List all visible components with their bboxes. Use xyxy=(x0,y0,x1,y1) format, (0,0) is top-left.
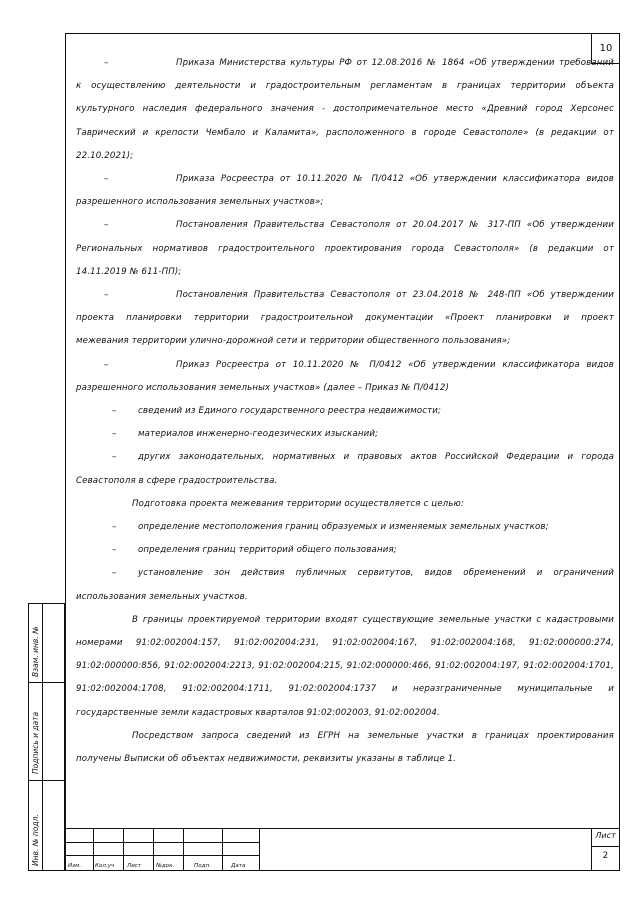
line-text: получены Выписки об объектах недвижимости, реквизиты указаны в таблице 1. xyxy=(76,754,457,764)
col-list: Лист xyxy=(127,863,142,869)
text-line xyxy=(76,220,614,230)
text-line xyxy=(76,290,614,300)
text-line xyxy=(76,81,614,91)
list-dash: – xyxy=(104,290,109,300)
list-dash: – xyxy=(112,429,117,440)
col-kol: Кол.уч xyxy=(95,863,115,869)
line-text: Таврический и крепости Чембало и Каламита», расположенного в городе Севастополе» (в редакции от xyxy=(76,127,614,138)
side-label-inv-original: Инв. № подл. xyxy=(31,814,40,866)
line-text: государственные земли кадастровых кварталов 91:02:002003, 91:02:002004. xyxy=(76,707,440,718)
text-line xyxy=(76,754,456,764)
text-line xyxy=(76,128,614,138)
line-text: материалов инженерно-геодезических изысканий; xyxy=(138,429,379,440)
text-line xyxy=(76,592,248,602)
line-text: Постановления Правительства Севастополя от 23.04.2018 № 248-ПП «Об утверждении xyxy=(176,290,614,300)
text-line xyxy=(76,568,614,578)
text-line xyxy=(76,383,449,393)
list-label: Лист xyxy=(595,831,616,840)
line-text: номерами 91:02:002004:157, 91:02:002004:231, 91:02:002004:167, 91:02:002004:168, 91:02:000000:274, xyxy=(76,638,614,648)
line-text: Севастополя в сфере градостроительства. xyxy=(76,475,278,486)
list-dash: – xyxy=(112,545,117,556)
line-text: Приказа Росреестра от 10.11.2020 № П/0412 «Об утверждении классификатора видов xyxy=(176,174,614,184)
line-text: Постановления Правительства Севастополя от 20.04.2017 № 317-ПП «Об утверждении xyxy=(176,220,614,231)
col-izm: Изм. xyxy=(68,863,82,869)
col-data: Дата xyxy=(231,863,246,869)
line-text: 22.10.2021); xyxy=(76,150,134,161)
text-line xyxy=(76,708,440,718)
text-line xyxy=(76,104,614,114)
text-line xyxy=(76,731,614,741)
list-dash: – xyxy=(104,58,109,68)
line-text: к осуществлению деятельности и градостроительным регламентам в границах территории объекта xyxy=(76,81,614,92)
text-line xyxy=(76,615,614,625)
line-text: сведений из Единого государственного реестра недвижимости; xyxy=(138,406,442,416)
line-text: 14.11.2019 № 611-ПП); xyxy=(76,266,182,277)
list-dash: – xyxy=(112,452,117,463)
line-text: Подготовка проекта межевания территории осуществляется с целью: xyxy=(132,498,464,509)
text-line xyxy=(76,545,397,555)
text-line xyxy=(76,406,441,416)
line-text: других законодательных, нормативных и правовых актов Российской Федерации и города xyxy=(138,452,614,463)
line-text: межевания территории улично-дорожной сети и территории общественного пользования»; xyxy=(76,336,511,347)
line-text: В границы проектируемой территории входят существующие земельные участки с кадастровыми xyxy=(132,614,614,625)
text-line xyxy=(76,58,614,68)
list-dash: – xyxy=(104,174,109,184)
col-podp: Подп. xyxy=(194,863,211,869)
sheet-number: 10 xyxy=(599,42,613,54)
text-line xyxy=(76,267,181,277)
line-text: определения границ территорий общего пользования; xyxy=(138,545,397,556)
text-line xyxy=(76,313,614,323)
line-text: использования земельных участков. xyxy=(76,591,248,602)
text-line xyxy=(76,684,614,694)
list-dash: – xyxy=(112,568,117,579)
side-label-replace-inv: Взам. инв. № xyxy=(31,626,40,677)
text-line xyxy=(76,174,614,184)
text-line xyxy=(76,151,133,161)
side-label-signature-date: Подпись и дата xyxy=(31,711,40,774)
line-text: культурного наследия федерального значения - достопримечательное место «Древний город Херсонес xyxy=(76,104,614,115)
line-text: 91:02:002004:1708, 91:02:002004:1711, 91:02:002004:1737 и неразграниченные муниципальные и xyxy=(76,684,614,695)
text-line xyxy=(76,244,614,254)
text-line xyxy=(76,661,614,671)
text-line xyxy=(76,522,549,532)
line-text: Приказа Министерства культуры РФ от 12.08.2016 № 1864 «Об утверждении требований xyxy=(176,58,614,68)
line-text: разрешенного использования земельных участков»; xyxy=(76,197,324,208)
text-line xyxy=(76,336,510,346)
text-line xyxy=(76,476,277,486)
line-text: Приказ Росреестра от 10.11.2020 № П/0412 «Об утверждении классификатора видов xyxy=(176,359,614,370)
line-text: проекта планировки территории градостроительной документации «Проект планировки и проект xyxy=(76,313,614,324)
line-text: определение местоположения границ образуемых и изменяемых земельных участков; xyxy=(138,522,549,532)
title-block xyxy=(65,828,620,871)
text-line xyxy=(76,429,378,439)
line-text: Посредством запроса сведений из ЕГРН на земельные участки в границах проектирования xyxy=(132,730,614,741)
text-line xyxy=(76,499,464,509)
col-doc: №док. xyxy=(156,863,175,869)
text-line xyxy=(76,452,614,462)
text-line xyxy=(76,197,324,207)
list-dash: – xyxy=(112,522,117,532)
line-text: 91:02:000000:856, 91:02:002004:2213, 91:02:002004:215, 91:02:000000:466, 91:02:002004:197, 91:02:002004:1701, xyxy=(76,661,614,672)
line-text: установление зон действия публичных сервитутов, видов обременений и ограничений xyxy=(138,568,614,579)
side-stamp xyxy=(28,603,65,871)
list-dash: – xyxy=(112,406,117,416)
line-text: Региональных нормативов градостроительного проектирования города Севастополя» (в редакции от xyxy=(76,243,614,254)
text-line xyxy=(76,638,614,648)
list-dash: – xyxy=(104,220,109,231)
text-line xyxy=(76,360,614,370)
list-dash: – xyxy=(104,359,109,370)
line-text: разрешенного использования земельных участков» (далее – Приказ № П/0412) xyxy=(76,382,450,393)
list-number: 2 xyxy=(602,851,609,861)
